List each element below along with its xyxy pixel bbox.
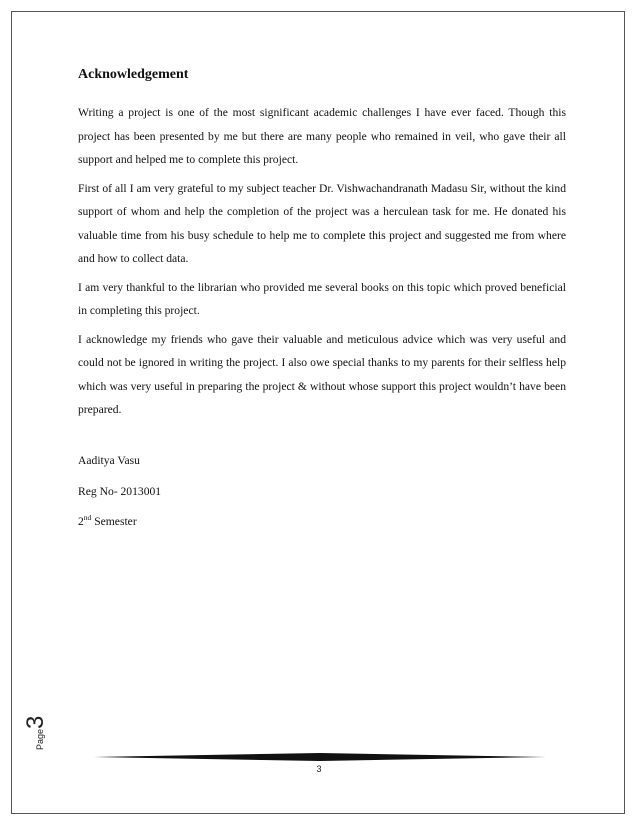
signature-reg-number: Reg No- 2013001 bbox=[78, 485, 162, 498]
side-page-word: Page bbox=[35, 728, 45, 750]
document-body bbox=[78, 66, 566, 427]
paragraph-4: I acknowledge my friends who gave their valuable and meticulous advice which was very useful and could not be ignored in writing the project. I also owe special thanks to my parents for their selfless help which was very useful in preparing the project & without whose support this project wouldn’t have been prepared. bbox=[78, 332, 566, 416]
footer-page-number: 3 bbox=[316, 764, 322, 774]
semester-word: Semester bbox=[91, 515, 137, 528]
side-page-number: 3 bbox=[22, 715, 49, 729]
paragraph-3: I am very thankful to the librarian who provided me several books on this topic which proved beneficial in completing this project. bbox=[78, 280, 566, 317]
paragraph-1: Writing a project is one of the most significant academic challenges I have ever faced. Though this project has been presented by me but there are many people who remained in veil, who gave their all support and helped me to complete this project. bbox=[78, 106, 566, 166]
side-page-label bbox=[22, 700, 50, 750]
semester-number: 2 bbox=[78, 515, 84, 528]
paragraph-2: First of all I am very grateful to my subject teacher Dr. Vishwachandranath Madasu Sir, without the kind support of whom and help the completion of the project was a herculean task for me. He donated his valuable time from his busy schedule to help me to complete this project and suggested me from where and how to collect data. bbox=[78, 181, 566, 265]
semester-suffix: nd bbox=[83, 513, 92, 523]
footer-divider bbox=[94, 751, 546, 763]
signature-semester bbox=[78, 514, 137, 530]
page-title: Acknowledgement bbox=[78, 67, 189, 82]
signature-name: Aaditya Vasu bbox=[78, 454, 140, 467]
